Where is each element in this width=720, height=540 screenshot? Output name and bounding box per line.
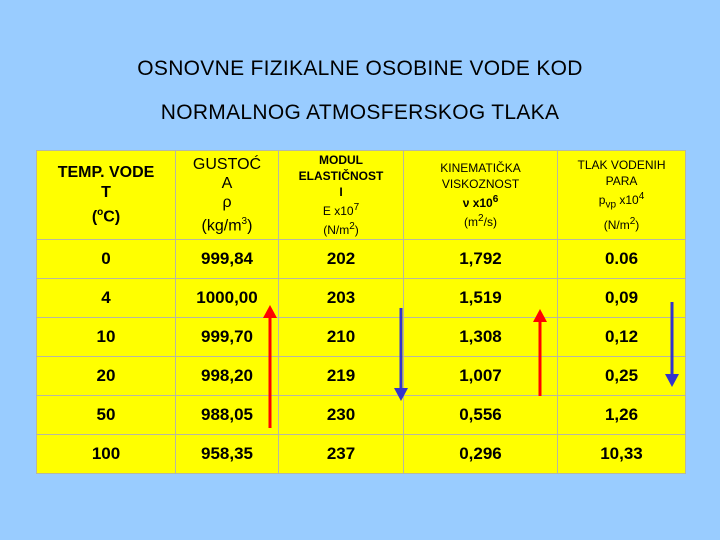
header-tlak-line3a: p (598, 193, 606, 208)
cell-elasticity: 219 (279, 357, 404, 396)
cell-density: 998,20 (176, 357, 279, 396)
header-tlak-line3b: x10 (616, 193, 639, 208)
table-row (37, 318, 686, 357)
cell-vapor-pressure: 10,33 (558, 435, 686, 474)
page-title-line-1: OSNOVNE FIZIKALNE OSOBINE VODE KOD (137, 57, 583, 80)
header-modul-unit-b: ) (354, 223, 359, 237)
cell-temperature: 20 (37, 357, 176, 396)
header-tlak-line1: TLAK VODENIH (577, 158, 666, 173)
header-tlak-line2: PARA (605, 174, 638, 189)
header-temp-line3a: ( (91, 208, 98, 226)
header-tlak-sup1: 4 (638, 191, 645, 203)
header-kin-line2: VISKOZNOST (441, 177, 520, 191)
cell-viscosity: 1,519 (404, 279, 558, 318)
header-density-symbol: ρ (222, 193, 232, 211)
header-kin-line1: KINEMATIČKA (440, 161, 521, 175)
header-kin-sup1: 6 (492, 194, 499, 205)
header-modul-line1: MODUL (319, 153, 363, 167)
header-density (176, 151, 279, 240)
header-density-line2: A (221, 174, 233, 192)
cell-temperature: 4 (37, 279, 176, 318)
cell-temperature: 50 (37, 396, 176, 435)
header-density-sup: 3 (241, 215, 248, 227)
header-row (37, 151, 686, 240)
header-tlak-sub: vp (605, 199, 616, 211)
cell-density: 999,84 (176, 240, 279, 279)
header-kinematic-viscosity (404, 151, 558, 240)
cell-elasticity: 203 (279, 279, 404, 318)
header-temp-line2: T (101, 183, 111, 201)
cell-vapor-pressure: 0,09 (558, 279, 686, 318)
cell-viscosity: 1,007 (404, 357, 558, 396)
header-modul-line3: I (339, 185, 343, 199)
cell-density: 1000,00 (176, 279, 279, 318)
header-kin-sup2: 2 (478, 213, 484, 224)
cell-elasticity: 230 (279, 396, 404, 435)
cell-elasticity: 237 (279, 435, 404, 474)
cell-density: 999,70 (176, 318, 279, 357)
water-properties-table (36, 150, 686, 474)
header-tlak-sup2: 2 (629, 215, 636, 227)
cell-vapor-pressure: 1,26 (558, 396, 686, 435)
header-temp-line3b: C) (103, 208, 121, 226)
header-vapor-pressure (558, 151, 686, 240)
cell-vapor-pressure: 0.06 (558, 240, 686, 279)
cell-density: 988,05 (176, 396, 279, 435)
header-modul-sup1: 7 (353, 202, 360, 213)
header-modul-sup2: 2 (349, 221, 355, 232)
header-kin-unit-b: /s) (483, 215, 497, 229)
vapor-pressure-down-arrow-icon (663, 300, 681, 388)
header-modul-line2: ELASTIČNOST (298, 169, 384, 183)
table-row (37, 396, 686, 435)
header-temperature (37, 151, 176, 240)
header-modul-line4: E x10 (322, 204, 354, 218)
header-kin-line3: ν x10 (462, 196, 493, 210)
page-title-line-2: NORMALNOG ATMOSFERSKOG TLAKA (160, 101, 560, 124)
header-elasticity (279, 151, 404, 240)
header-density-unit-b: ) (247, 217, 253, 235)
header-temp-line1: TEMP. VODE (57, 163, 155, 181)
table-row (37, 357, 686, 396)
cell-vapor-pressure: 0,25 (558, 357, 686, 396)
table-row (37, 240, 686, 279)
cell-vapor-pressure: 0,12 (558, 318, 686, 357)
cell-viscosity: 1,308 (404, 318, 558, 357)
cell-elasticity: 210 (279, 318, 404, 357)
viscosity-up-arrow-icon (531, 308, 549, 398)
cell-temperature: 10 (37, 318, 176, 357)
cell-temperature: 0 (37, 240, 176, 279)
header-kin-unit-a: (m (464, 215, 479, 229)
cell-viscosity: 0,296 (404, 435, 558, 474)
table-row (37, 435, 686, 474)
elasticity-down-arrow-icon (392, 306, 410, 402)
header-tlak-unit-a: (N/m (603, 217, 630, 232)
header-temp-sup: o (97, 206, 104, 218)
cell-viscosity: 0,556 (404, 396, 558, 435)
header-tlak-unit-b: ) (635, 217, 640, 232)
cell-viscosity: 1,792 (404, 240, 558, 279)
header-modul-unit-a: (N/m (323, 223, 350, 237)
cell-elasticity: 202 (279, 240, 404, 279)
cell-temperature: 100 (37, 435, 176, 474)
cell-density: 958,35 (176, 435, 279, 474)
density-up-arrow-icon (261, 304, 279, 430)
header-density-line1: GUSTOĆ (192, 155, 262, 173)
header-density-unit-a: (kg/m (201, 217, 242, 235)
table-row (37, 279, 686, 318)
